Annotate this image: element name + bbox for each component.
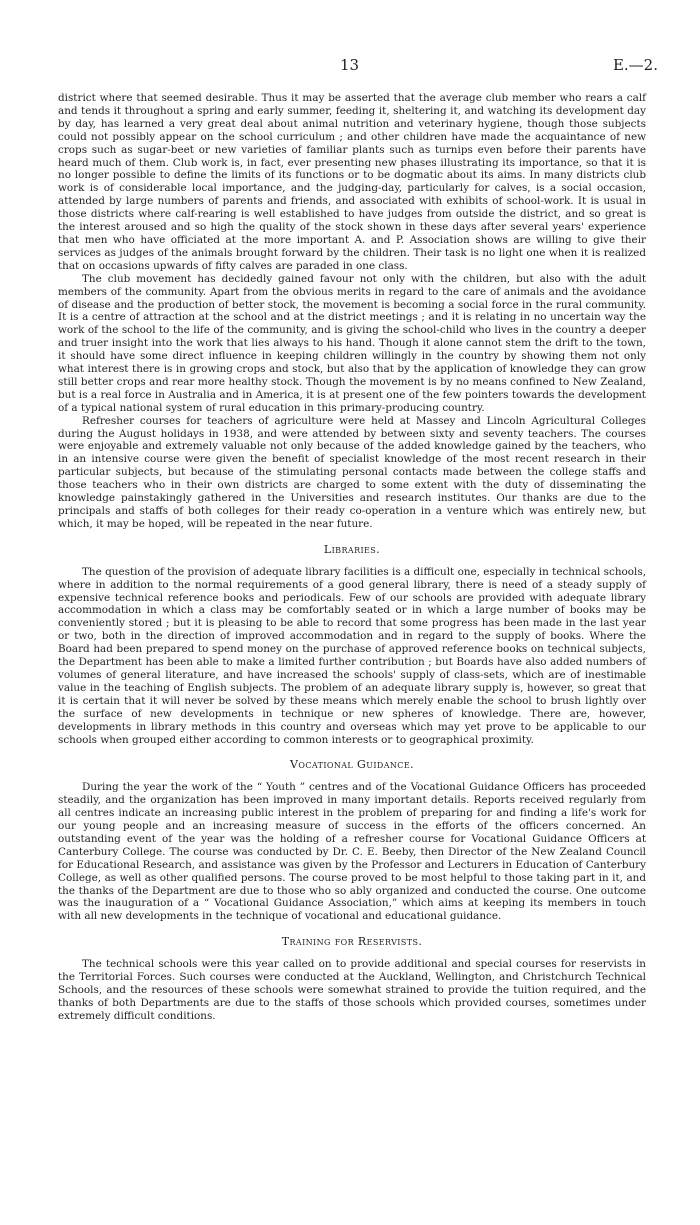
paragraph: During the year the work of the “ Youth ” centres and of the Vocational Guidance Officers has proceeded steadily, and the organization has been improved in many important details. Reports received regularly from all centres indicate an increasing public interest in the problem of preparing for and finding a life's work for our young people and an increasing measure of success in the efforts of the officers concerned. An outstanding event of the year was the holding of a refresher course for Vocational Guidance Officers at Canterbury College. The course was conducted by Dr. C. E. Beeby, then Director of the New Zealand Council for Educational Research, and assistance was given by the Professor and Lecturers in Education of Canterbury College, as well as other qualified persons. The course proved to be most helpful to those taking part in it, and the thanks of the Department are due to those who so ably organized and conducted the course. One outcome was the inauguration of a “ Vocational Guidance Association,” which aims at keeping its members in touch with all new developments in the technique of vocational and educational guidance.	[58, 781, 646, 923]
paragraph: Refresher courses for teachers of agriculture were held at Massey and Lincoln Agricultural Colleges during the August holidays in 1938, and were attended by between sixty and seventy teachers. The courses were enjoyable and extremely valuable not only because of the added knowledge gained by the teachers, who in an intensive course were given the benefit of specialist knowledge of the most recent research in their particular subjects, but because of the stimulating personal contacts made between the college staffs and those teachers who in their own districts are charged to some extent with the duty of disseminating the knowledge painstakingly gathered in the Universities and research institutes. Our thanks are due to the principals and staffs of both colleges for their ready co-operation in a venture which was entirely new, but which, it may be hoped, will be repeated in the near future.	[58, 414, 646, 530]
section-libraries	[58, 544, 646, 747]
section-heading: Libraries.	[323, 542, 381, 556]
paragraph: district where that seemed desirable. Thus it may be asserted that the average club member who rears a calf and tends it throughout a spring and early summer, feeding it, sheltering it, and watching its development day by day, has learned a very great deal about animal nutrition and veterinary hygiene, though those subjects could not possibly appear on the school curriculum ; and other children have made the acquaintance of new crops such as sugar-beet or new varieties of familiar plants such as turnips even before their parents have heard much of them. Club work is, in fact, ever presenting new phases illustrating its importance, so that it is no longer possible to define the limits of its functions or to be dogmatic about its aims. In many districts club work is of considerable local importance, and the judging-day, particularly for calves, is a social occasion, attended by large numbers of parents and friends, and associated with exhibits of school-work. It is usual in those districts where calf-rearing is well established to have judges from outside the district, and so great is the interest aroused and so high the quality of the stock shown in these days after several years' experience that men who have officiated at the more important A. and P. Association shows are willing to give their services as judges of the animals brought forward by the children. Their task is no light one when it is realized that on occasions upwards of fifty calves are paraded in one class.	[58, 92, 646, 272]
page-header	[0, 56, 700, 78]
section-club-work	[58, 92, 646, 531]
document-reference: E.—2.	[612, 56, 658, 74]
section-vocational-guidance	[58, 759, 646, 923]
page-number: 13	[340, 56, 360, 74]
page-body	[58, 92, 646, 1023]
paragraph: The club movement has decidedly gained favour not only with the children, but also with the adult members of the community. Apart from the obvious merits in regard to the care of animals and the avoidance of disease and the production of better stock, the movement is becoming a social force in the rural community. It is a centre of attraction at the school and at the district meetings ; and it is relating in no uncertain way the work of the school to the life of the community, and is giving the school-child who lives in the country a deeper and truer insight into the work that lies always to his hand. Though it alone cannot stem the drift to the town, it should have some direct influence in keeping children willingly in the country by showing them not only what interest there is in growing crops and stock, but also that by the application of knowledge they can grow still better crops and rear more healthy stock. Though the movement is by no means confined to New Zealand, but is a real force in Australia and in America, it is at present one of the few pointers towards the development of a typical national system of rural education in this primary-producing country.	[58, 272, 646, 414]
paragraph: The question of the provision of adequate library facilities is a difficult one, especially in technical schools, where in addition to the normal requirements of a good general library, there is need of a steady supply of expensive technical reference books and periodicals. Few of our schools are provided with adequate library accommodation in which a class may be comfortably seated or in which a large number of books may be conveniently stored ; but it is pleasing to be able to record that some progress has been made in the last year or two, both in the direction of improved accommodation and in regard to the supply of books. Where the Board had been prepared to spend money on the purchase of approved reference books on technical subjects, the Department has been able to make a limited further contribution ; but Boards have also added numbers of volumes of general literature, and have increased the schools' supply of class-sets, which are of inestimable value in the teaching of English subjects. The problem of an adequate library supply is, however, so great that it is certain that it will never be solved by these means which merely enable the school to brush lightly over the surface of new developments in technique or new spheres of knowledge. There are, however, developments in library methods in this country and overseas which may yet prove to be applicable to our schools when grouped either according to common interests or to geographical proximity.	[58, 565, 646, 746]
section-training-for-reservists	[58, 936, 646, 1022]
section-heading: Vocational Guidance.	[290, 758, 414, 772]
section-heading: Training for Reservists.	[281, 935, 423, 949]
paragraph: The technical schools were this year called on to provide additional and special courses for reservists in the Territorial Forces. Such courses were conducted at the Auckland, Wellington, and Christchurch Technical Schools, and the resources of these schools were somewhat strained to provide the tuition required, and the thanks of both Departments are due to the staffs of those schools which provided courses, sometimes under extremely difficult conditions.	[58, 958, 646, 1022]
